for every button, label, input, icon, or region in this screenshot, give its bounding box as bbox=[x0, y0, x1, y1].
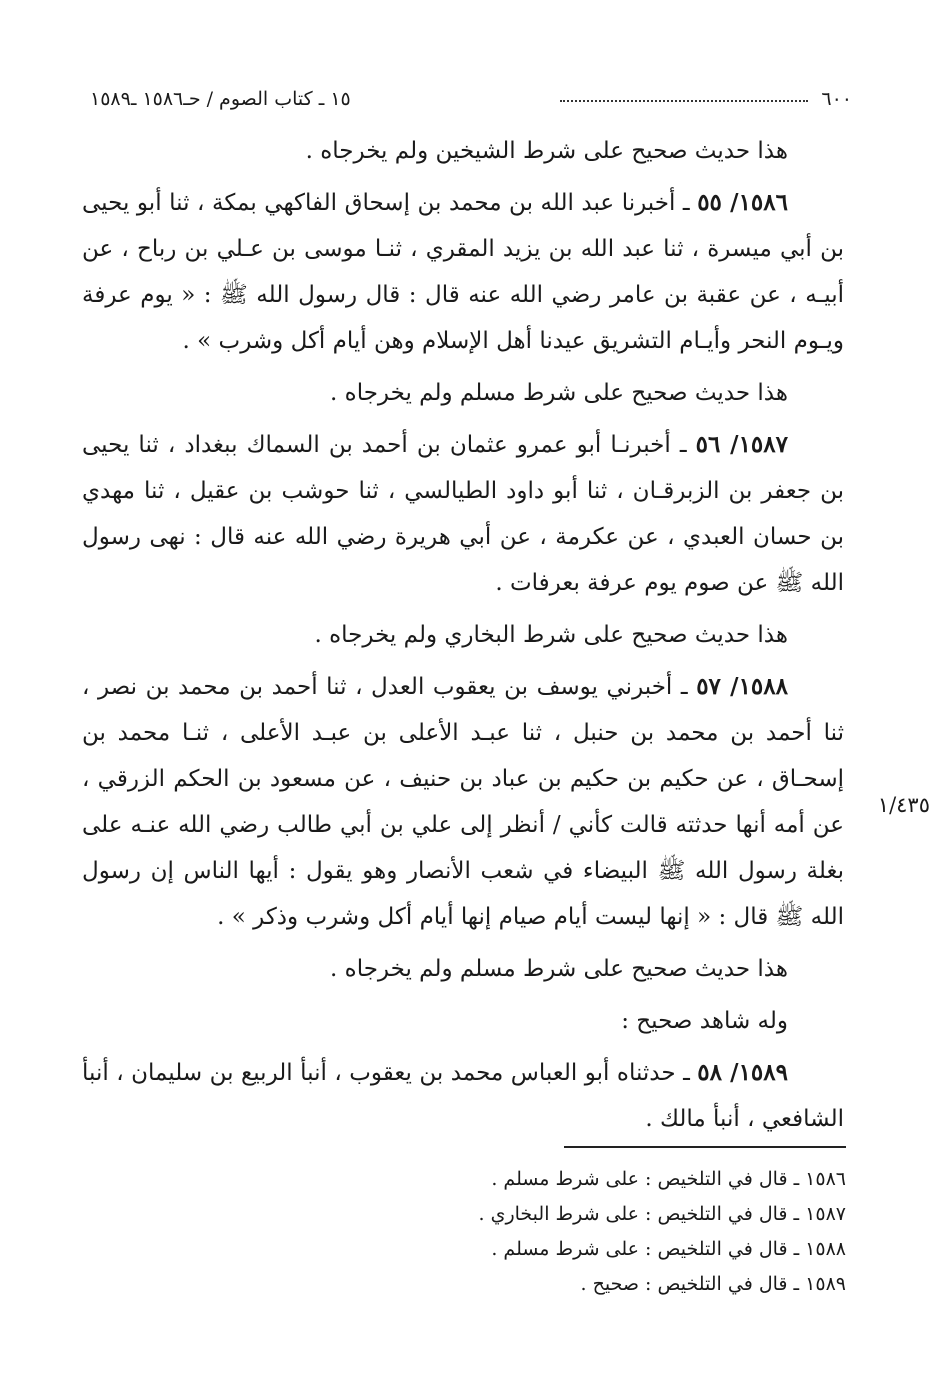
hadith-text: ـ حدثناه أبو العباس محمد بن يعقوب ، أنبأ الربيع بن سليمان ، أنبأ الشافعي ، أنبأ مالك . bbox=[82, 1060, 844, 1132]
verdict-text: هذا حديث صحيح على شرط البخاري ولم يخرجاه . bbox=[314, 622, 788, 648]
hadith-number: ١٥٨٦/ ٥٥ bbox=[697, 189, 788, 216]
footnote-item: ١٥٨٨ ـ قال في التلخيص : على شرط مسلم . bbox=[491, 1238, 846, 1260]
footnote-divider bbox=[564, 1146, 846, 1148]
verdict-text: هذا حديث صحيح على شرط الشيخين ولم يخرجاه . bbox=[305, 138, 788, 164]
hadith-number: ١٥٨٨/ ٥٧ bbox=[696, 673, 788, 700]
main-text bbox=[82, 128, 844, 1148]
hadith-number: ١٥٨٩/ ٥٨ bbox=[697, 1059, 788, 1086]
footnotes bbox=[300, 1162, 846, 1302]
supporting-evidence-note: وله شاهد صحيح : bbox=[621, 1008, 788, 1034]
page-number: ٦٠٠ bbox=[821, 88, 852, 110]
hadith-1586 bbox=[82, 180, 844, 364]
hadith-text: ـ أخبرنا عبد الله بن محمد بن إسحاق الفاكهي بمكة ، ثنا أبو يحيى بن أبي ميسرة ، ثنا عبد الله بن يزيد المقري ، ثنـا موسى بن عـلي بن رباح ، عن أبيـه ، عن عقبة بن عامر رضي الله عنه قال : قال رسول الله ﷺ : « يوم عرفة ويـوم النحر وأيـام التشريق عيدنا أهل الإسلام وهن أيام أكل وشرب » . bbox=[82, 190, 844, 354]
margin-reference: ١/٤٣٥ bbox=[877, 793, 930, 817]
footnote-item: ١٥٨٦ ـ قال في التلخيص : على شرط مسلم . bbox=[491, 1168, 846, 1190]
hadith-text: ـ أخبرنـا أبو عمرو عثمان بن أحمد بن السماك ببغداد ، ثنا يحيى بن جعفر بن الزبرقـان ، ثنا أبو داود الطيالسي ، ثنا حوشب بن عقيل ، ثنا مهدي بن حسان العبدي ، عن عكرمة ، عن أبي هريرة رضي الله عنه قال : نهى رسول الله ﷺ عن صوم يوم عرفة بعرفات . bbox=[82, 432, 844, 596]
dotted-leader bbox=[560, 100, 808, 102]
chapter-title: ١٥ ـ كتاب الصوم / حـ١٥٨٦ ـ١٥٨٩ bbox=[90, 88, 351, 110]
verdict-text: هذا حديث صحيح على شرط مسلم ولم يخرجاه . bbox=[330, 956, 788, 982]
hadith-1589 bbox=[82, 1050, 844, 1142]
verdict-text: هذا حديث صحيح على شرط مسلم ولم يخرجاه . bbox=[330, 380, 788, 406]
running-header bbox=[90, 84, 852, 114]
hadith-1588 bbox=[82, 664, 844, 940]
footnote-item: ١٥٨٩ ـ قال في التلخيص : صحيح . bbox=[580, 1273, 846, 1295]
hadith-1587 bbox=[82, 422, 844, 606]
footnote-item: ١٥٨٧ ـ قال في التلخيص : على شرط البخاري . bbox=[478, 1203, 846, 1225]
hadith-number: ١٥٨٧/ ٥٦ bbox=[695, 431, 788, 458]
hadith-text: ـ أخبرني يوسف بن يعقوب العدل ، ثنا أحمد بن محمد بن نصر ، ثنا أحمد بن محمد بن حنبل ، ثنا عبـد الأعلى بن عبـد الأعلى ، ثنـا محمد بن إسحـاق ، عن حكيم بن حكيم بن عباد بن حنيف ، عن مسعود بن الحكم الزرقي ، عن أمه أنها حدثته قالت كأني / أنظر إلى علي بن أبي طالب رضي الله عنـه على بغلة رسول الله ﷺ البيضاء في شعب الأنصار وهو يقول : أيها الناس إن رسول الله ﷺ قال : « إنها ليست أيام صيام إنها أيام أكل وشرب وذكر » . bbox=[82, 674, 844, 930]
